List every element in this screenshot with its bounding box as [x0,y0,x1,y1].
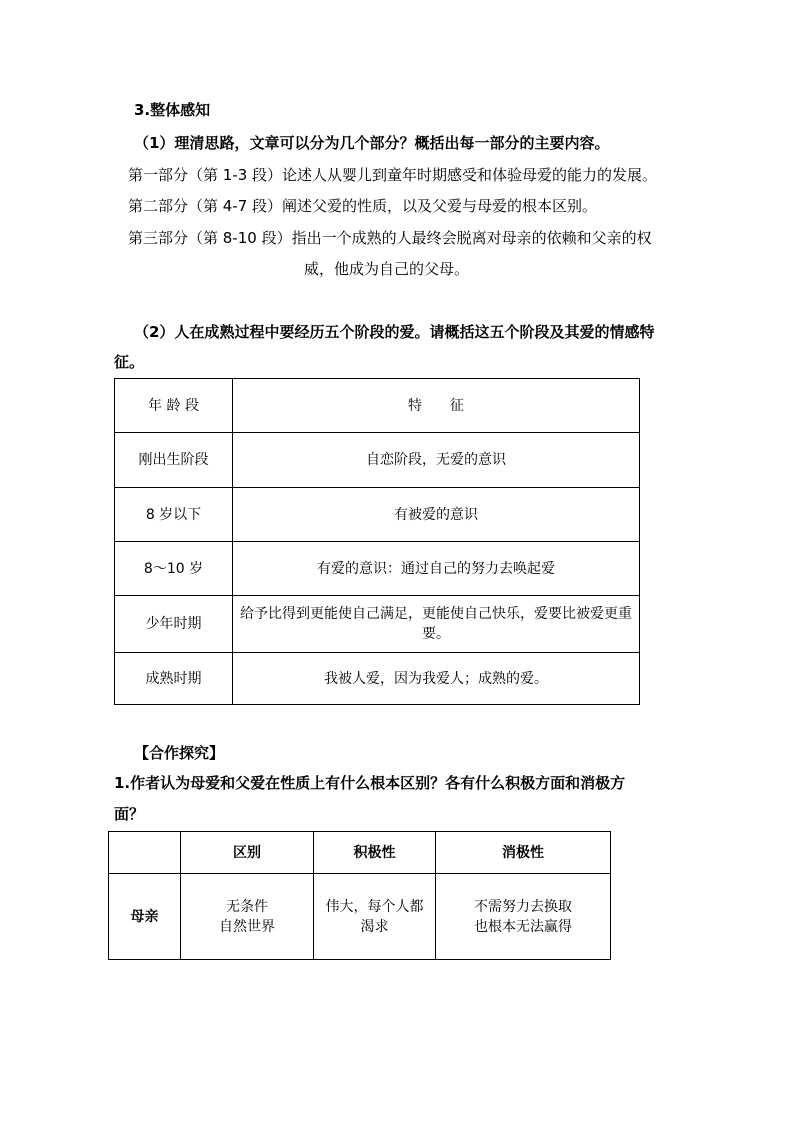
difference-line: 无条件 [226,898,268,915]
love-stages-table [114,378,640,705]
cooperate-question-cont: 面？ [114,805,145,823]
positive-line: 渴求 [360,918,389,935]
positive-line: 伟大，每个人都 [325,898,424,915]
feature-cell: 自恋阶段，无爱的意识 [233,433,640,488]
header-negative: 消极性 [436,832,611,874]
part-1-text: 第一部分（第 1-3 段）论述人从婴儿到童年时期感受和体验母爱的能力的发展。 [128,166,658,184]
feature-cell: 有爱的意识：通过自己的努力去唤起爱 [233,542,640,596]
table-row [115,596,640,653]
header-feature: 特 征 [233,379,640,433]
negative-line: 也根本无法赢得 [474,918,572,935]
table-header-row [115,379,640,433]
header-age: 年 龄 段 [115,379,233,433]
question-2: （2）人在成熟过程中要经历五个阶段的爱。请概括这五个阶段及其爱的情感特 [134,323,655,341]
feature-cell: 给予比得到更能使自己满足，更能使自己快乐，爱要比被爱更重要。 [233,596,640,653]
cooperate-heading: 【合作探究】 [134,744,225,762]
part-3-text-cont: 威，他成为自己的父母。 [304,260,470,278]
difference-line: 自然世界 [219,918,275,935]
part-3-text: 第三部分（第 8-10 段）指出一个成熟的人最终会脱离对母亲的依赖和父亲的权 [128,229,652,247]
part-2-text: 第二部分（第 4-7 段）阐述父爱的性质，以及父爱与母爱的根本区别。 [128,197,598,215]
mother-label: 母亲 [109,874,181,960]
table-row [115,433,640,488]
positive-cell [314,874,436,960]
feature-cell: 有被爱的意识 [233,488,640,542]
header-empty [109,832,181,874]
negative-line: 不需努力去换取 [474,898,572,915]
negative-cell [436,874,611,960]
table-row [115,488,640,542]
age-cell: 8～10 岁 [115,542,233,596]
age-cell: 刚出生阶段 [115,433,233,488]
difference-cell [181,874,314,960]
table-row [115,653,640,705]
table-row [109,874,611,960]
age-cell: 成熟时期 [115,653,233,705]
parent-love-table [108,831,611,960]
question-2-cont: 征。 [114,353,145,371]
table-header-row [109,832,611,874]
cooperate-question: 1.作者认为母爱和父爱在性质上有什么根本区别？各有什么积极方面和消极方 [114,774,626,792]
header-difference: 区别 [181,832,314,874]
age-cell: 少年时期 [115,596,233,653]
feature-cell: 我被人爱，因为我爱人；成熟的爱。 [233,653,640,705]
question-1: （1）理清思路，文章可以分为几个部分？概括出每一部分的主要内容。 [134,134,610,152]
header-positive: 积极性 [314,832,436,874]
table-row [115,542,640,596]
section-heading: 3.整体感知 [134,101,211,119]
age-cell: 8 岁以下 [115,488,233,542]
